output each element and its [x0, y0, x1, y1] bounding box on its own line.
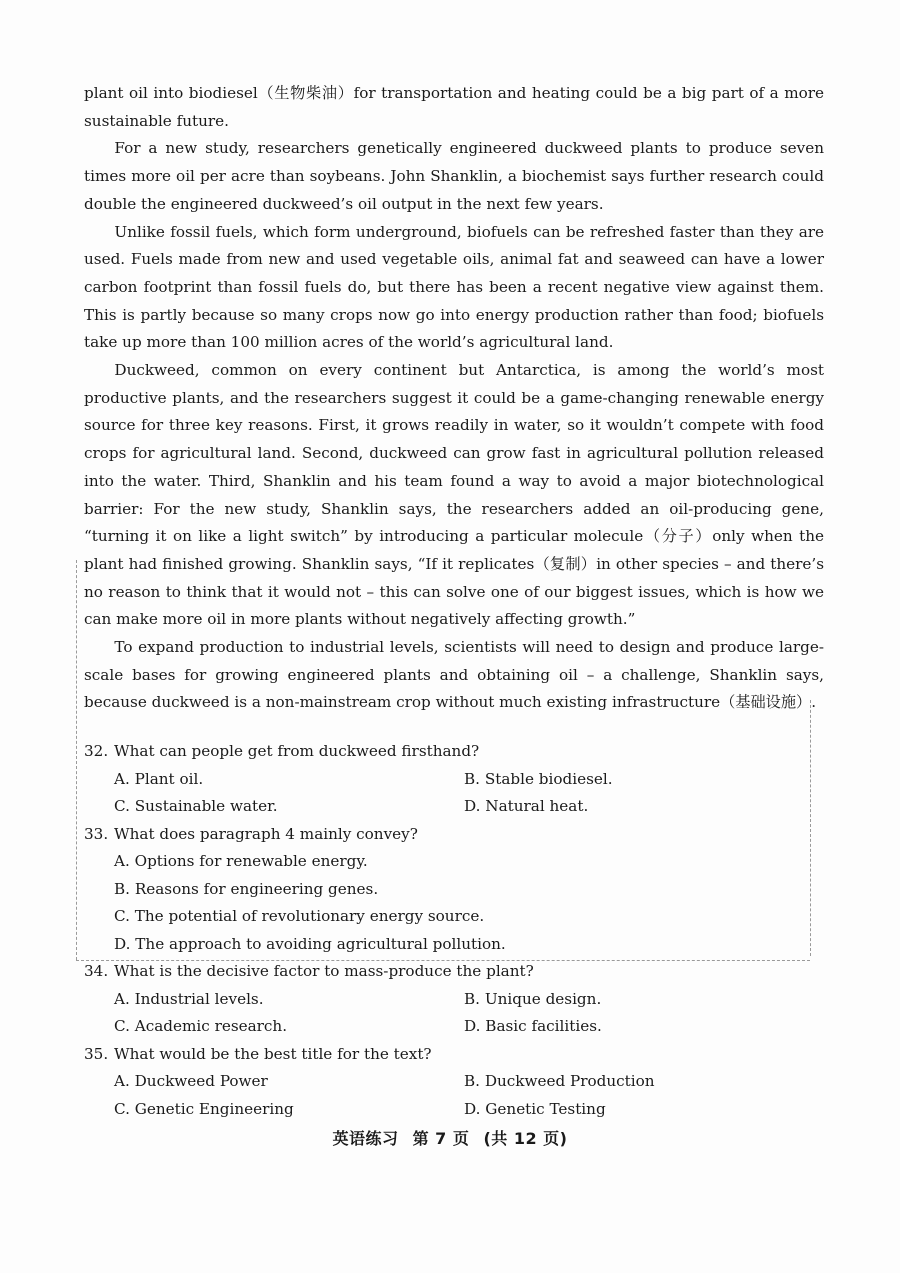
page-footer [0, 1126, 900, 1149]
option-a[interactable]: A. Industrial levels. [114, 989, 264, 1008]
option-b[interactable]: B. Reasons for engineering genes. [114, 879, 379, 898]
question-34 [84, 958, 824, 1041]
question-number: 35. [84, 1044, 109, 1063]
question-list [84, 738, 824, 1123]
reading-passage [84, 80, 824, 717]
options [84, 848, 824, 958]
option-b[interactable]: B. Stable biodiesel. [464, 769, 613, 788]
question-stem [84, 958, 824, 986]
passage-paragraph-2: For a new study, researchers genetically engineered duckweed plants to produce seven times more oil per acre than soybeans. John Shanklin, a biochemist says further research could double the engineered duckweed’s oil output in the next few years. [84, 139, 824, 213]
footer-page-total: (共 12 页) [483, 1129, 568, 1148]
question-number: 34. [84, 962, 109, 980]
option-c[interactable]: C. Academic research. [114, 1017, 288, 1035]
option-c[interactable]: C. Genetic Engineering [114, 1099, 294, 1118]
option-d[interactable]: D. Basic facilities. [464, 1017, 602, 1035]
option-a[interactable]: A. Duckweed Power [114, 1072, 268, 1090]
option-c[interactable]: C. Sustainable water. [114, 797, 278, 815]
options [84, 766, 824, 821]
passage-paragraph-5: To expand production to industrial levels, scientists will need to design and produce large-scale bases for growing engineered plants and obtaining oil – a challenge, Shanklin says, because duckweed is a non-mainstream crop without much existing infrastructure（基础设施）. [84, 638, 824, 712]
question-text: What is the decisive factor to mass-produce the plant? [114, 962, 534, 980]
option-a[interactable]: A. Plant oil. [114, 769, 204, 788]
question-32 [84, 738, 824, 821]
passage-paragraph-1: plant oil into biodiesel（生物柴油）for transportation and heating could be a big part of a more sustainable future. [84, 84, 824, 130]
passage-paragraph-3: Unlike fossil fuels, which form underground, biofuels can be refreshed faster than they are used. Fuels made from new and used vegetable oils, animal fat and seaweed can have a lower carbon footprint than fossil fuels do, but there has been a recent negative view against them. This is partly because so many crops now go into energy production rather than food; biofuels take up more than 100 million acres of the world’s agricultural land. [84, 222, 824, 352]
passage-paragraph-4: Duckweed, common on every continent but Antarctica, is among the world’s most productive plants, and the researchers suggest it could be a game-changing renewable energy source for three key reasons. First, it grows readily in water, so it wouldn’t compete with food crops for agricultural land. Second, duckweed can grow fast in agricultural pollution released into the water. Third, Shanklin and his team found a way to avoid a major biotechnological barrier: For the new study, Shanklin says, the researchers added an oil-producing gene, “turning it on like a light switch” by introducing a particular molecule（分子）only when the plant had finished growing. Shanklin says, “If it replicates（复制）in other species – and there’s no reason to think that it would not – this can solve one of our biggest issues, which is how we can make more oil in more plants without negatively affecting growth.” [84, 361, 824, 629]
options [84, 986, 824, 1041]
option-b[interactable]: B. Unique design. [464, 989, 602, 1008]
footer-page-number: 第 7 页 [412, 1129, 470, 1148]
question-number: 32. [84, 742, 109, 760]
option-d[interactable]: D. Genetic Testing [464, 1099, 606, 1118]
question-text: What would be the best title for the text? [114, 1044, 432, 1063]
question-number: 33. [84, 824, 109, 843]
option-d[interactable]: D. The approach to avoiding agricultural pollution. [114, 934, 506, 953]
question-text: What does paragraph 4 mainly convey? [114, 824, 418, 843]
question-stem [84, 1041, 824, 1069]
question-35 [84, 1041, 824, 1124]
footer-subject: 英语练习 [332, 1129, 399, 1148]
option-d[interactable]: D. Natural heat. [464, 797, 589, 815]
question-stem [84, 821, 824, 849]
scan-frame-left [76, 560, 77, 960]
option-c[interactable]: C. The potential of revolutionary energy source. [114, 907, 485, 925]
question-text: What can people get from duckweed firsthand? [114, 742, 480, 760]
option-b[interactable]: B. Duckweed Production [464, 1072, 655, 1090]
option-a[interactable]: A. Options for renewable energy. [114, 852, 368, 870]
question-stem [84, 738, 824, 766]
question-33 [84, 821, 824, 959]
options [84, 1068, 824, 1123]
